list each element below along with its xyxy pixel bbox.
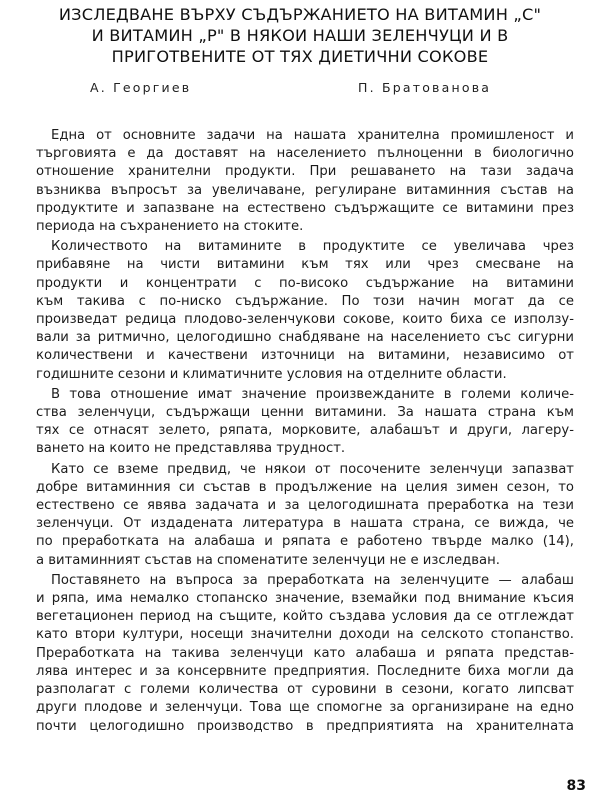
text-line: продукти и концентрати с по-високо съдържание на витамини <box>36 275 574 291</box>
text-line: вали за ритмично, целогодишно снабдяване на населението със сигурни <box>36 330 574 346</box>
text-line: търговията е да доставят на населението пълноценни в биологично <box>36 146 574 162</box>
paragraph-1 <box>36 127 574 236</box>
title-line-1: ИЗСЛЕДВАНЕ ВЪРХУ СЪДЪРЖАНИЕТО НА ВИТАМИН „С" <box>58 5 542 24</box>
title-line-3: ПРИГОТВЕНИТЕ ОТ ТЯХ ДИЕТИЧНИ СОКОВЕ <box>111 47 489 66</box>
text-line: възниква въпросът за увеличаване, регулиране витаминния състав на <box>36 182 574 198</box>
text-line: ването на които не представлява трудност. <box>36 441 346 457</box>
authors <box>0 80 600 100</box>
page-number: 83 <box>566 778 586 794</box>
text-line: други плодове и зеленчуци. Това ще спомогне за организиране на едно <box>36 700 574 716</box>
text-line: количествени и качествени източници на витамини, независимо от <box>36 348 574 364</box>
text-line: почти целогодишно производство в предприятията на хранителната <box>36 718 574 734</box>
text-line: продуктите и запазване на естествено съдържащите се витамини през <box>36 200 574 216</box>
text-line: Преработката на такива зеленчуци като алабаша и ряпата представ- <box>36 645 574 661</box>
text-line: В това отношение имат значение произвежданите в големи количе- <box>51 386 574 402</box>
paragraph-2 <box>36 238 574 384</box>
text-line: Една от основните задачи на нашата хранителна промишленост и <box>51 128 574 143</box>
text-line: и ряпа, има немалко стопанско значение, вземайки под внимание късия <box>36 591 574 607</box>
title-line-2: И ВИТАМИН „Р" В НЯКОИ НАШИ ЗЕЛЕНЧУЦИ И В <box>91 26 509 45</box>
text-line: естествено се явява задачата и за целогодишната преработка на тези <box>36 498 574 514</box>
article-title <box>14 4 586 67</box>
text-line: отношение хранителни продукти. При решаването на тази задача <box>36 164 574 180</box>
text-line: вегетационен период на същите, който създава условия да се отглеждат <box>36 609 574 625</box>
text-line: произведат редица плодово-зеленчукови сокове, които биха се използу- <box>36 312 574 328</box>
text-line: зеленчуци. От издадената литература в нашата страна, се вижда, че <box>36 516 574 532</box>
text-line: лява интерес и за консервните предприятия. Последните биха могли да <box>36 663 574 679</box>
text-line: периода на съхранението на стоките. <box>36 219 304 235</box>
text-line: прибавяне на чисти витамини към тях или чрез смесване на <box>36 257 574 273</box>
text-line: добре витаминния си състав в продължение на целия зимен сезон, то <box>36 479 574 495</box>
text-line: годишните сезони и климатичните условия на отделните области. <box>36 366 507 382</box>
paragraph-4 <box>36 461 574 570</box>
paragraph-3 <box>36 386 574 459</box>
text-line: Количеството на витамините в продуктите се увеличава чрез <box>51 239 574 255</box>
text-line: разполагат с големи количества от суровини в сезони, когато липсват <box>36 682 574 698</box>
text-line: а витаминният състав на споменатите зеленчуци не е изследван. <box>36 552 500 568</box>
text-line: Поставянето на въпроса за преработката на зеленчуците — алабаш <box>51 572 574 588</box>
article-body <box>36 127 574 738</box>
text-line: по преработката на алабаша и ряпата е работено твърде малко (14), <box>36 534 574 550</box>
text-line: тях се отнасят зелето, ряпата, морковите, алабашът и други, лагеру- <box>36 423 574 439</box>
text-line: към такива с по-ниско съдържание. По този начин могат да се <box>36 293 574 309</box>
text-line: Като се вземе предвид, че някои от посочените зеленчуци запазват <box>51 461 574 477</box>
author-bratovanova: П. Братованова <box>358 80 492 95</box>
text-line: като втори култури, носещи значителни доходи на селското стопанство. <box>36 627 574 643</box>
paragraph-5 <box>36 572 574 736</box>
author-georgiev: А. Георгиев <box>90 80 192 95</box>
text-line: ства зеленчуци, съдържащи ценни витамини. За нашата страна към <box>36 405 574 421</box>
